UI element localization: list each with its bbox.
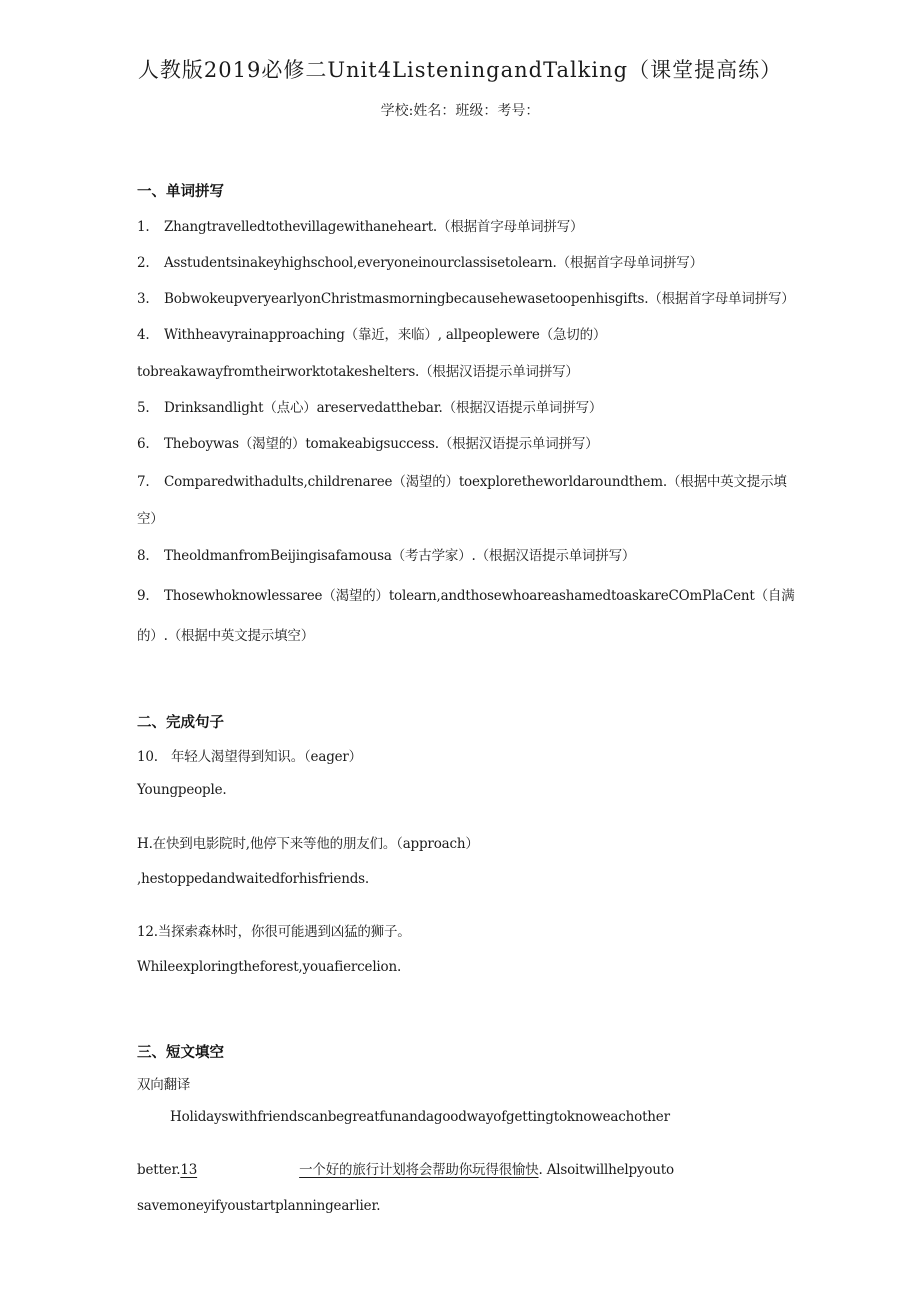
question-8 [137,544,635,564]
question-4 [137,323,606,343]
question-7 [137,470,787,490]
blank-13-translation: 一个好的旅行计划将会帮助你玩得很愉快 [299,1162,539,1178]
student-info-line: 学校:姓名：班级：考号： [380,103,540,119]
question-9 [137,584,795,604]
question-1 [137,215,583,235]
passage-text: better. [137,1162,181,1178]
question-10-answer-line: Youngpeople. [137,782,227,798]
section-heading-passage-fill: 三、短文填空 [137,1045,224,1061]
question-text: Asstudentsinakeyhighschool,everyoneinourclassisetolearn.（根据首字母单词拼写） [164,255,703,271]
question-6 [137,432,598,452]
question-number: 2. [137,255,150,271]
question-text: Withheavyrainapproaching（靠近，来临）, allpeoplewere（急切的） [164,327,607,343]
question-4-continuation: tobreakawayfromtheirworktotakeshelters.（根据汉语提示单词拼写） [137,364,579,380]
question-number: 9. [137,588,150,604]
page-title: 人教版2019必修二Unit4ListeningandTalking（课堂提高练） [137,58,783,82]
question-5 [137,396,602,416]
question-11: H.在快到电影院时,他停下来等他的朋友们。（approach） [137,836,479,852]
question-text: BobwokeupveryearlyonChristmasmorningbecausehewasetoopenhisgifts.（根据首字母单词拼写） [164,291,795,307]
question-text: Drinksandlight（点心）areservedatthebar.（根据汉语提示单词拼写） [164,400,603,416]
question-text: Zhangtravelledtothevillagewithaneheart.（根据首字母单词拼写） [164,219,584,235]
question-text: Theboywas（渴望的）tomakeabigsuccess.（根据汉语提示单词拼写） [164,436,599,452]
passage-line-1: Holidayswithfriendscanbegreatfunandagoodwayofgettingtoknoweachother [170,1109,670,1125]
question-text: 年轻人渴望得到知识。（eager） [171,749,362,765]
question-number: 8. [137,548,150,564]
question-text: TheoldmanfromBeijingisafamousa（考古学家）.（根据汉语提示单词拼写） [164,548,636,564]
question-number: 3. [137,291,150,307]
question-3 [137,287,795,307]
section-heading-word-spelling: 一、单词拼写 [137,184,224,200]
question-text: Comparedwithadults,childrenaree（渴望的）toexploretheworldaroundthem.（根据中英文提示填 [164,474,787,490]
question-10 [137,745,362,765]
question-9-continuation: 的）.（根据中英文提示填空） [137,628,314,644]
passage-line-3: savemoneyifyoustartplanningearlier. [137,1198,381,1214]
question-number: 6. [137,436,150,452]
question-12: 12.当探索森林时，你很可能遇到凶猛的狮子。 [137,924,411,940]
section-subheading-translation: 双向翻译 [137,1077,191,1093]
section-heading-complete-sentences: 二、完成句子 [137,715,224,731]
question-11-answer-line: ,hestoppedandwaitedforhisfriends. [137,871,369,887]
question-number: 4. [137,327,150,343]
passage-line-2 [137,1158,674,1178]
question-number: 10. [137,749,158,765]
question-number: 5. [137,400,150,416]
question-2 [137,251,703,271]
question-text: Thosewhoknowlessaree（渴望的）tolearn,andthosewhoareashamedtoaskareCOmPlaCent（自满 [164,588,795,604]
blank-13-number: 13 [180,1162,198,1178]
question-12-answer-line: Whileexploringtheforest,youafiercelion. [137,959,402,975]
passage-text: . Alsoitwillhelpyouto [538,1162,674,1178]
question-number: 7. [137,474,150,490]
question-number: 1. [137,219,150,235]
question-7-continuation: 空） [137,511,164,527]
